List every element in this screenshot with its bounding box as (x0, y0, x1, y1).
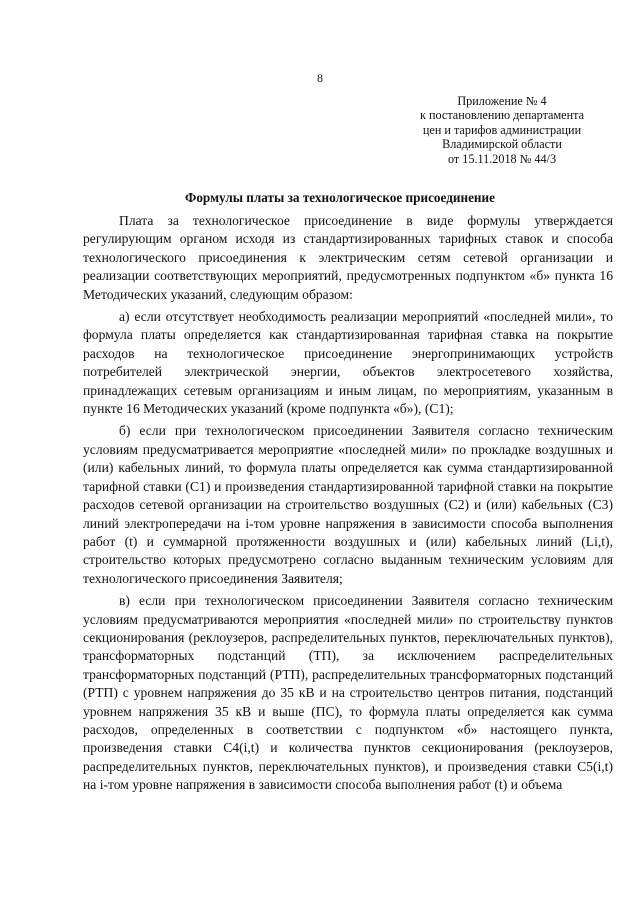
appendix-line: от 15.11.2018 № 44/3 (447, 151, 557, 166)
appendix-line: Владимирской области (442, 137, 562, 152)
paragraph-intro: Плата за технологическое присоединение в виде формулы утверждается регулирующим органом исходя из стандартизированных тарифных ставок и способа технологического присоединения к электрическим сетям сетевой организации и реализации соответствующих мероприятий, предусмотренных подпунктом «б» пункта 16 Методических указаний, следующим образом: (83, 213, 613, 302)
paragraph-b: б) если при технологическом присоединении Заявителя согласно техническим условиям предусматривается мероприятие «последней мили» по прокладке воздушных и (или) кабельных линий, то формула платы определяется как сумма стандартизированной тарифной ставки (C1) и произведения стандартизированной тарифной ставки на покрытие расходов сетевой организации на строительство воздушных (C2) и (или) кабельных (C3) линий электропередачи на i-том уровне напряжения в зависимости способа выполнения работ (t) и суммарной протяженности воздушных и (или) кабельных линий (Li,t), строительство которых предусмотрено согласно выданным техническим условиям для технологического присоединения Заявителя; (83, 423, 613, 586)
appendix-line: Приложение № 4 (457, 94, 547, 108)
document-body (83, 212, 613, 795)
document-title: Формулы платы за технологическое присоединение (185, 190, 495, 205)
page-number: 8 (317, 71, 323, 85)
paragraph-a: а) если отсутствует необходимость реализации мероприятий «последней мили», то формула платы определяется как стандартизированная тарифная ставка на покрытие расходов на технологическое присоединение энергопринимающих устройств потребителей электрической энергии, объектов электросетевого хозяйства, принадлежащих сетевым организациям и иным лицам, по мероприятиям, указанным в пункте 16 Методических указаний (кроме подпункта «б»), (C1); (83, 309, 613, 417)
appendix-line: к постановлению департамента (420, 108, 584, 123)
appendix-header (402, 94, 602, 166)
appendix-line: цен и тарифов администрации (422, 122, 582, 137)
paragraph-v: в) если при технологическом присоединении Заявителя согласно техническим условиям предусматриваются мероприятия «последней мили» по строительству пунктов секционирования (реклоузеров, распределительных пунктов, переключательных пунктов), трансформаторных подстанций (ТП), за исключением распределительных трансформаторных подстанций (РТП), распределительных трансформаторных подстанций (РТП) с уровнем напряжения до 35 кВ и на строительство центров питания, подстанций уровнем напряжения 35 кВ и выше (ПС), то формула платы определяется как сумма расходов, определенных в соответствии с подпунктом «б» настоящего пункта, произведения ставки C4(i,t) и количества пунктов секционирования (реклоузеров, распределительных пунктов, переключательных пунктов), и произведения ставки C5(i,t) на i-том уровне напряжения в зависимости способа выполнения работ (t) и объема (83, 593, 613, 793)
